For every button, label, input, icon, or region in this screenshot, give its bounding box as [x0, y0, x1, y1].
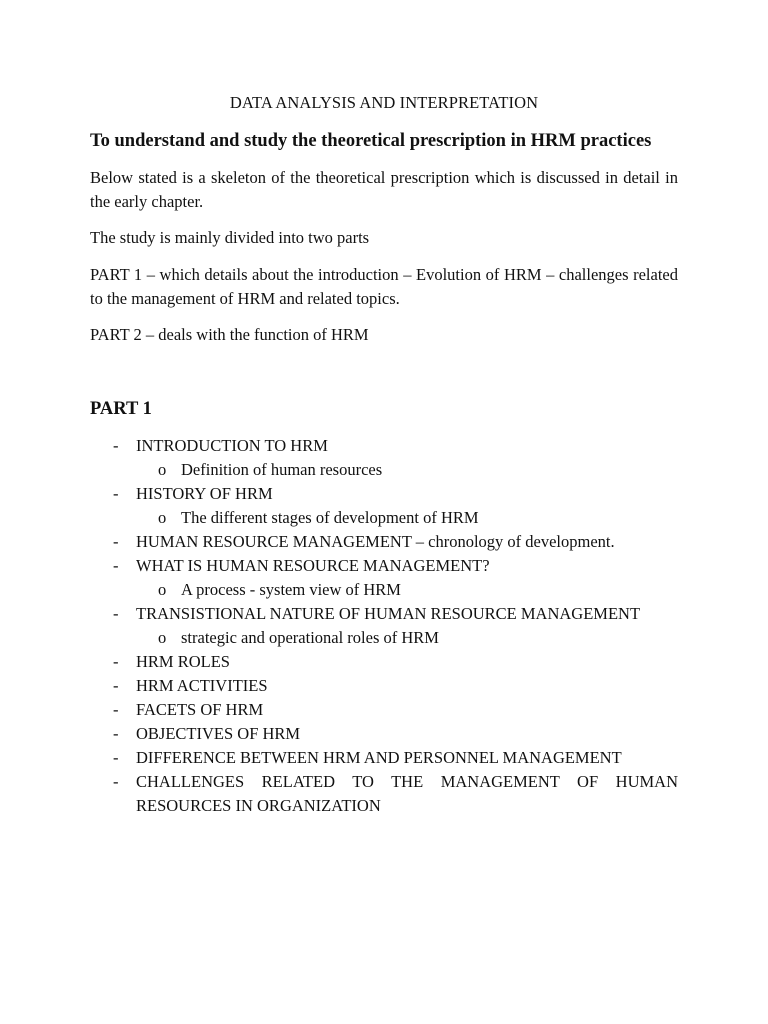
parts-paragraph: The study is mainly divided into two parts [90, 228, 370, 247]
outline-item [0, 770, 768, 818]
outline-item-text: INTRODUCTION TO HRM [136, 436, 328, 455]
outline-item-text: OBJECTIVES OF HRM [136, 724, 301, 743]
dash-bullet-icon: - [113, 772, 119, 791]
outline-item [0, 650, 768, 674]
outline-item [0, 530, 768, 554]
part-1-summary-paragraph: PART 1 – which details about the introduction – Evolution of HRM – challenges related to the management of HRM and related topics. [90, 265, 678, 308]
outline-item-text: HRM ROLES [136, 652, 230, 671]
outline-subitem [0, 626, 768, 650]
outline-item [0, 602, 768, 626]
dash-bullet-icon: - [113, 652, 119, 671]
outline-subitem-text: A process - system view of HRM [181, 580, 401, 599]
outline-subitem [0, 506, 768, 530]
intro-paragraph: Below stated is a skeleton of the theoretical prescription which is discussed in detail in the early chapter. [90, 168, 678, 211]
outline-item-text: HUMAN RESOURCE MANAGEMENT – chronology of development. [136, 532, 615, 551]
outline-subitem-text: strategic and operational roles of HRM [181, 628, 439, 647]
outline-item-text: WHAT IS HUMAN RESOURCE MANAGEMENT? [136, 556, 490, 575]
outline-item-text: TRANSISTIONAL NATURE OF HUMAN RESOURCE MANAGEMENT [136, 604, 641, 623]
dash-bullet-icon: - [113, 724, 119, 743]
outline-subitem-text: Definition of human resources [181, 460, 383, 479]
dash-bullet-icon: - [113, 604, 119, 623]
outline-item-text: CHALLENGES RELATED TO THE MANAGEMENT OF HUMAN RESOURCES IN ORGANIZATION [136, 772, 678, 815]
outline-item-text: DIFFERENCE BETWEEN HRM AND PERSONNEL MANAGEMENT [136, 748, 622, 767]
outline-item [0, 674, 768, 698]
part-2-summary-paragraph: PART 2 – deals with the function of HRM [90, 325, 369, 344]
circle-bullet-icon: o [158, 508, 167, 527]
outline-item [0, 554, 768, 578]
outline-subitem [0, 458, 768, 482]
document-heading: DATA ANALYSIS AND INTERPRETATION [229, 93, 539, 112]
dash-bullet-icon: - [113, 676, 119, 695]
dash-bullet-icon: - [113, 700, 119, 719]
outline-item [0, 482, 768, 506]
dash-bullet-icon: - [113, 748, 119, 767]
outline-item [0, 722, 768, 746]
outline-item [0, 434, 768, 458]
part-1-outline [0, 434, 768, 818]
dash-bullet-icon: - [113, 532, 119, 551]
circle-bullet-icon: o [158, 580, 167, 599]
outline-item-text: HRM ACTIVITIES [136, 676, 268, 695]
outline-item-text: FACETS OF HRM [136, 700, 264, 719]
outline-item-text: HISTORY OF HRM [136, 484, 273, 503]
outline-item [0, 746, 768, 770]
outline-subitem [0, 578, 768, 602]
part-1-title: PART 1 [90, 399, 152, 419]
document-subheading: To understand and study the theoretical prescription in HRM practices [90, 131, 652, 151]
dash-bullet-icon: - [113, 484, 119, 503]
circle-bullet-icon: o [158, 460, 167, 479]
circle-bullet-icon: o [158, 628, 167, 647]
outline-item [0, 698, 768, 722]
dash-bullet-icon: - [113, 556, 119, 575]
outline-subitem-text: The different stages of development of HRM [181, 508, 479, 527]
dash-bullet-icon: - [113, 436, 119, 455]
